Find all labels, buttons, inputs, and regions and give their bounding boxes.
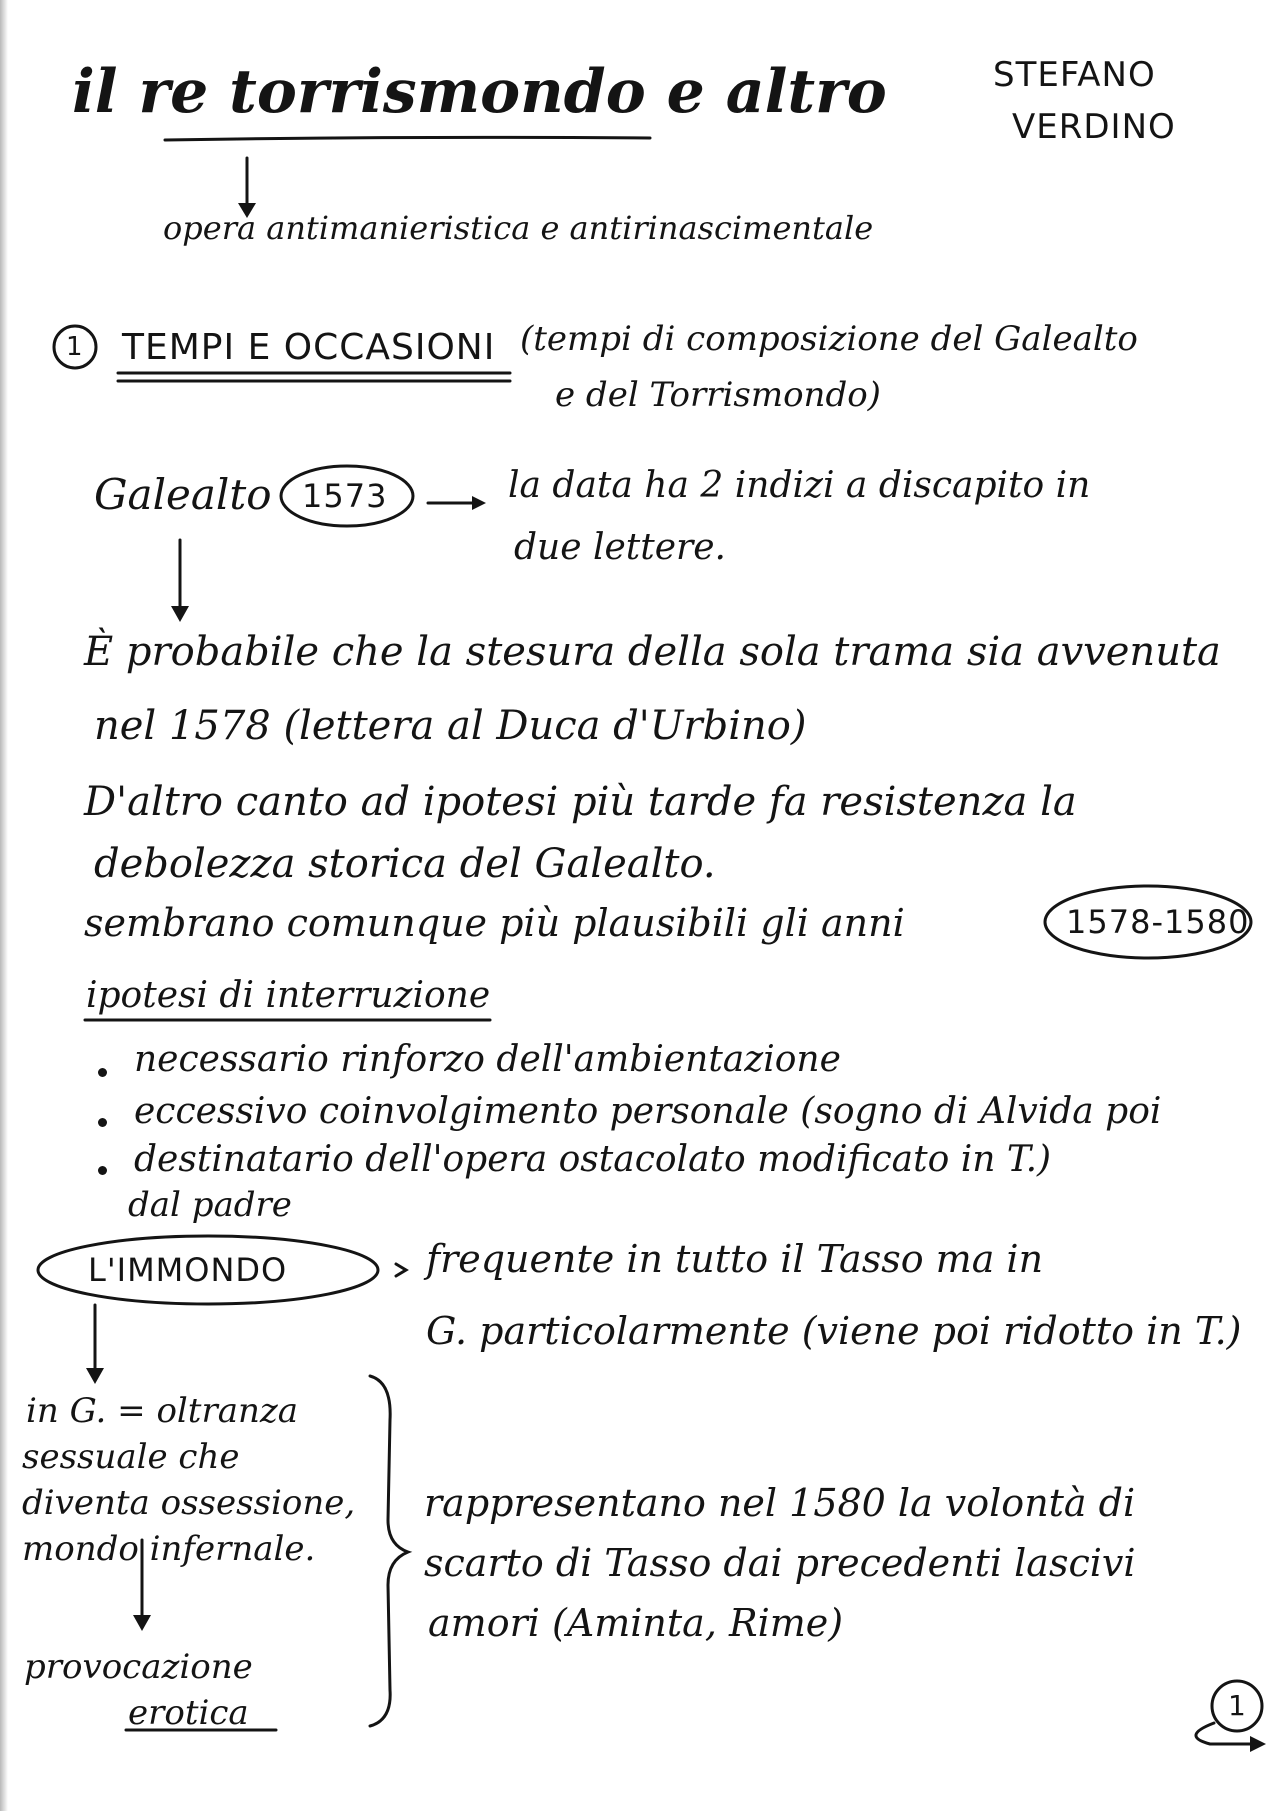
bullet-1 (98, 1068, 107, 1077)
interruption-item-3: destinatario dell'opera ostacolato modificato in T.) (134, 1139, 1052, 1180)
summary-line2: scarto di Tasso dai precedenti lascivi (424, 1541, 1136, 1585)
side-note-line3: diventa ossessione, (22, 1483, 356, 1523)
immondo-note-line1: frequente in tutto il Tasso ma in (426, 1237, 1044, 1281)
galealto-arrow-head (171, 606, 189, 622)
immondo-note-line2: G. particolarmente (viene poi ridotto in T.) (426, 1309, 1242, 1353)
interruption-heading: ipotesi di interruzione (86, 975, 491, 1016)
section-note-line1: (tempi di composizione del Galealto (520, 319, 1138, 359)
interruption-item-1: necessario rinforzo dell'ambientazione (134, 1039, 841, 1080)
galealto-note-line2: due lettere. (514, 527, 726, 568)
section-heading: TEMPI E OCCASIONI (122, 327, 496, 368)
paragraph-2-line1: D'altro canto ad ipotesi più tarde fa resistenza la (84, 779, 1077, 825)
page-number-arrow-head (1250, 1736, 1266, 1752)
side-result-line2: erotica (128, 1693, 249, 1733)
year-arrow-head (472, 496, 486, 510)
paragraph-2-line2: debolezza storica del Galealto. (94, 841, 716, 887)
section-note-line2: e del Torrismondo) (555, 375, 881, 415)
galealto-note-line1: la data ha 2 indizi a discapito in (508, 465, 1091, 506)
paragraph-3-line1: sembrano comunque più plausibili gli anni (84, 901, 905, 945)
paragraph-1-line1: È probabile che la stesura della sola trama sia avvenuta (84, 629, 1221, 675)
side-note-line1: in G. = oltranza (26, 1391, 299, 1431)
bullet-2 (98, 1118, 107, 1127)
subtitle: opera antimanieristica e antirinascimentale (163, 209, 874, 247)
author-last-name: VERDINO (1012, 107, 1176, 147)
page-number-arrow (1196, 1723, 1256, 1744)
bullet-3 (98, 1166, 107, 1175)
curly-brace (370, 1376, 408, 1726)
summary-line3: amori (Aminta, Rime) (428, 1601, 844, 1645)
years-range: 1578-1580 (1066, 903, 1250, 941)
author-first-name: STEFANO (993, 55, 1156, 95)
immondo-pointer (396, 1264, 406, 1276)
interruption-item-2: eccessivo coinvolgimento personale (sogno di Alvida poi (134, 1091, 1162, 1132)
side-note-line4: mondo infernale. (22, 1529, 316, 1569)
immondo-arrow-head (86, 1368, 104, 1384)
paragraph-1-line2: nel 1578 (lettera al Duca d'Urbino) (94, 703, 807, 749)
summary-line1: rappresentano nel 1580 la volontà di (424, 1481, 1136, 1525)
page-number: 1 (1228, 1689, 1247, 1722)
interruption-item-3-continuation: dal padre (128, 1185, 292, 1225)
side-arrow-head (133, 1615, 151, 1631)
page-title: il re torrismondo e altro (72, 57, 887, 127)
immondo-label: L'IMMONDO (88, 1251, 288, 1289)
side-result-line1: provocazione (24, 1647, 253, 1687)
galealto-label: Galealto (94, 470, 272, 519)
side-note-line2: sessuale che (22, 1437, 240, 1477)
section-number: 1 (66, 332, 84, 362)
title-underline (165, 137, 650, 140)
galealto-year: 1573 (302, 477, 388, 515)
